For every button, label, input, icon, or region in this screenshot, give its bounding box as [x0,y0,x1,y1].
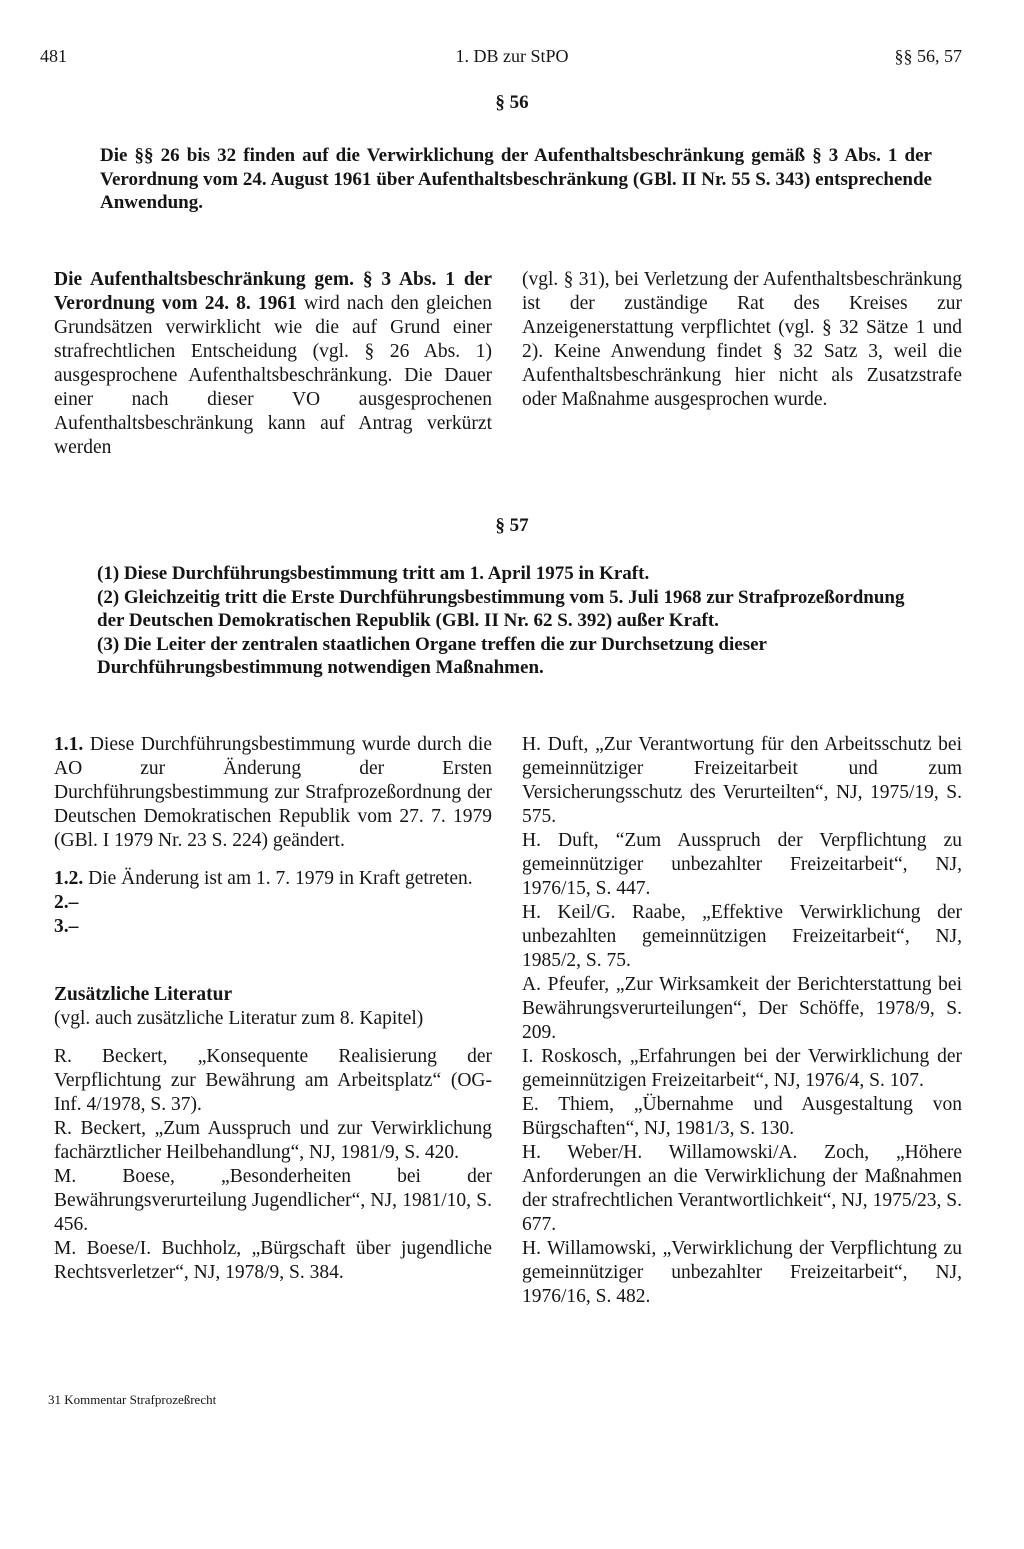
comment-bold-lead: Die Aufenthaltsbeschränkung gem. § 3 Abs. 1 der Verordnung vom 24. 8. 1961 [54,269,492,314]
note-2-label: 2.– [54,892,79,913]
literature-heading-text: Zusätzliche Literatur [54,984,233,1005]
note-1-1-text: Diese Durchführungsbestimmung wurde durch die AO zur Änderung der Ersten Durchführungsbestimmung zur Strafprozeßordnung der Deutschen Demokratischen Republik vom 27. 7. 1979 (GBl. I 1979 Nr. 23 S. 224) geändert. [54,734,492,851]
section-reference: §§ 56, 57 [894,46,962,66]
literature-entry: A. Pfeufer, „Zur Wirksamkeit der Berichterstattung bei Bewährungsverurteilungen“, Der Schöffe, 1978/9, S. 209. [522,974,962,1043]
literature-entry: H. Keil/G. Raabe, „Effektive Verwirklichung der unbezahlten gemeinnützigen Freizeitarbeit“, NJ, 1985/2, S. 75. [522,902,962,971]
comment-left-text: wird nach den gleichen Grundsätzen verwirklicht wie die auf Grund einer strafrechtlichen Entscheidung (vgl. § 26 Abs. 1) ausgesprochene Aufenthaltsbeschränkung. Die Dauer einer nach dieser VO ausgesprochenen Aufenthaltsbeschränkung kann auf Antrag verkürzt werden [54,293,493,458]
literature-entry: E. Thiem, „Übernahme und Ausgestaltung von Bürgschaften“, NJ, 1981/3, S. 130. [522,1094,962,1139]
note-1-1-label: 1.1. [54,734,84,755]
footer-signature: 31 Kommentar Strafprozeßrecht [48,1392,217,1407]
running-title: 1. DB zur StPO [455,46,569,66]
literature-entry: H. Willamowski, „Verwirklichung der Verpflichtung zu gemeinnütziger unbezahlter Freizeitarbeit“, NJ, 1976/16, S. 482. [522,1238,962,1307]
section-56-comment-left [54,268,492,460]
literature-entry: H. Duft, “Zum Ausspruch der Verpflichtung zu gemeinnütziger unbezahlter Freizeitarbeit“, NJ, 1976/15, S. 447. [522,830,962,899]
section-57-para-2: (2) Gleichzeitig tritt die Erste Durchführungsbestimmung vom 5. Juli 1968 zur Strafprozeßordnung der Deutschen Demokratischen Republik (GBl. II Nr. 62 S. 392) außer Kraft. [97,586,905,631]
note-1-2-text: Die Änderung ist am 1. 7. 1979 in Kraft getreten. [83,868,473,889]
literature-entry: R. Beckert, „Zum Ausspruch und zur Verwirklichung fachärztlicher Heilbehandlung“, NJ, 1981/9, S. 420. [54,1118,492,1163]
comment-right-paragraph: (vgl. § 31), bei Verletzung der Aufenthaltsbeschränkung ist der zuständige Rat des Kreises zur Anzeigenerstattung verpflichtet (vgl. § 32 Sätze 1 und 2). Keine Anwendung findet § 32 Satz 3, weil die Aufenthaltsbeschränkung hier nicht als Zusatzstrafe oder Maßnahme ausgesprochen wurde. [522,269,962,410]
note-2 [54,891,492,915]
comment-left-paragraph [54,268,492,460]
literature-entry: R. Beckert, „Konsequente Realisierung der Verpflichtung zur Bewährung am Arbeitsplatz“ (OG-Inf. 4/1978, S. 37). [54,1046,492,1115]
note-3 [54,915,492,939]
section-57-heading: § 57 [495,515,529,536]
literature-heading [54,983,492,1007]
note-3-label: 3.– [54,916,79,937]
section-56-law-text [100,144,932,215]
literature-entry: H. Duft, „Zur Verantwortung für den Arbeitsschutz bei gemeinnütziger Freizeitarbeit und zum Versicherungsschutz des Verurteilten“, NJ, 1975/19, S. 575. [522,734,962,827]
note-1-2 [54,867,492,891]
section-56-comment-right [522,268,962,412]
section-57-para-3: (3) Die Leiter der zentralen staatlichen Organe treffen die zur Durchsetzung dieser Durchführungsbestimmung notwendigen Maßnahmen. [97,633,767,678]
note-1-2-label: 1.2. [54,868,84,889]
literature-subheading: (vgl. auch zusätzliche Literatur zum 8. Kapitel) [54,1008,424,1029]
literature-block [54,983,492,1285]
page-number: 481 [40,46,67,66]
literature-right-list [522,733,962,1309]
section-57-law-text [97,562,927,680]
notes-left [54,733,492,1285]
literature-entry: I. Roskosch, „Erfahrungen bei der Verwirklichung der gemeinnützigen Freizeitarbeit“, NJ, 1976/4, S. 107. [522,1046,962,1091]
note-1-1 [54,733,492,853]
literature-left-list [54,1045,492,1285]
literature-entry: H. Weber/H. Willamowski/A. Zoch, „Höhere Anforderungen an die Verwirklichung der Maßnahmen der strafrechtlichen Verantwortlichkeit“, NJ, 1975/23, S. 677. [522,1142,962,1235]
literature-entry: M. Boese/I. Buchholz, „Bürgschaft über jugendliche Rechtsverletzer“, NJ, 1978/9, S. 384. [54,1238,492,1283]
section-57-para-1: (1) Diese Durchführungsbestimmung tritt am 1. April 1975 in Kraft. [97,563,650,584]
section-56-law-paragraph: Die §§ 26 bis 32 finden auf die Verwirklichung der Aufenthaltsbeschränkung gemäß § 3 Abs. 1 der Verordnung vom 24. August 1961 über Aufenthaltsbeschränkung (GBl. II Nr. 55 S. 343) entsprechende Anwendung. [100,145,932,213]
literature-entry: M. Boese, „Besonderheiten bei der Bewährungsverurteilung Jugendlicher“, NJ, 1981/10, S. 456. [54,1166,492,1235]
section-56-heading: § 56 [495,92,529,113]
